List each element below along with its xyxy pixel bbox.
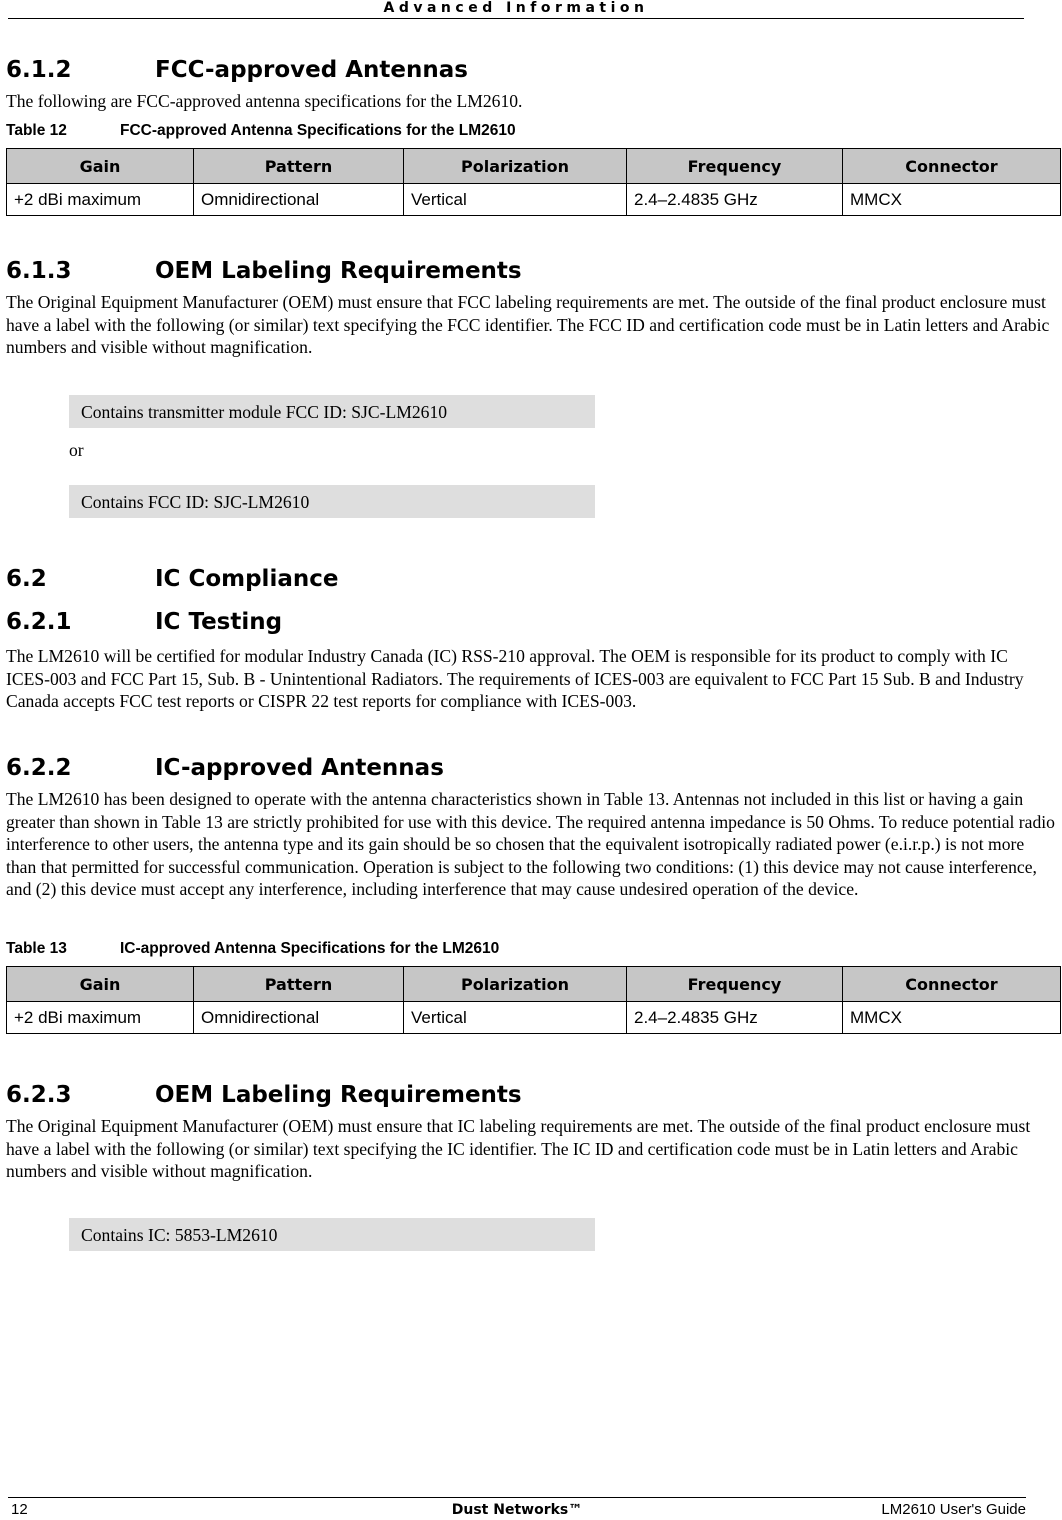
footer-guide-title: LM2610 User's Guide: [881, 1501, 1026, 1518]
section-body: The Original Equipment Manufacturer (OEM) must ensure that IC labeling requirements are met. The outside of the final product enclosure must have a label with the following (or similar) text specifying the IC identifier. The IC ID and certification code must be in Latin letters and Arabic numbers and visible without magnification.: [6, 1116, 1031, 1181]
section-number: 6.2.2: [6, 755, 72, 781]
section-body: The LM2610 has been designed to operate with the antenna characteristics shown in Table 13. Antennas not included in this list or having a gain greater than shown in Table 13 are strictly prohibited for use with this device. The required antenna impedance is 50 Ohms. To reduce potential radio interference to other users, the antenna type and its gain should be so chosen that the equivalent isotropically radiated power (e.i.r.p.) is not more than that permitted for successful communication. Operation is subject to the following two conditions: (1) this device may not cause interference, and (2) this device must accept any interference, including interference that may cause undesired operation of the device.: [6, 789, 1055, 899]
table-title: FCC-approved Antenna Specifications for the LM2610: [120, 122, 516, 139]
cell-connector: MMCX: [843, 184, 1061, 216]
page-number: 12: [11, 1501, 28, 1518]
cell-polarization: Vertical: [404, 1002, 627, 1034]
column-header: Pattern: [194, 967, 404, 1002]
table-row: [7, 1002, 1061, 1034]
table-header-row: [7, 149, 1061, 184]
table-label: Table 13: [6, 940, 67, 957]
column-header: Gain: [7, 149, 194, 184]
column-header: Gain: [7, 967, 194, 1002]
column-header: Polarization: [404, 967, 627, 1002]
fcc-label-example: Contains transmitter module FCC ID: SJC-LM2610: [69, 395, 595, 428]
section-title: OEM Labeling Requirements: [155, 258, 522, 284]
column-header: Frequency: [627, 967, 843, 1002]
section-number: 6.2: [6, 566, 47, 592]
section-number: 6.2.1: [6, 609, 72, 635]
ic-label-example: Contains IC: 5853-LM2610: [69, 1218, 595, 1251]
section-intro: The following are FCC-approved antenna specifications for the LM2610.: [6, 91, 523, 111]
section-heading-6-2-1: [6, 608, 282, 636]
fcc-label-example-short: Contains FCC ID: SJC-LM2610: [69, 485, 595, 518]
cell-connector: MMCX: [843, 1002, 1061, 1034]
section-title: OEM Labeling Requirements: [155, 1082, 522, 1108]
section-heading-6-2-2: [6, 754, 444, 782]
ic-antenna-table: [6, 966, 1061, 1034]
section-title: IC-approved Antennas: [155, 755, 444, 781]
cell-polarization: Vertical: [404, 184, 627, 216]
column-header: Connector: [843, 967, 1061, 1002]
fcc-antenna-table: [6, 148, 1061, 216]
cell-frequency: 2.4–2.4835 GHz: [627, 1002, 843, 1034]
table-caption: [6, 939, 499, 959]
section-number: 6.1.3: [6, 258, 72, 284]
section-heading-6-2: [6, 565, 338, 593]
cell-pattern: Omnidirectional: [194, 184, 404, 216]
column-header: Pattern: [194, 149, 404, 184]
running-header: Advanced Information: [8, 0, 1024, 19]
section-title: IC Compliance: [155, 566, 339, 592]
page-footer: [8, 1497, 1026, 1518]
section-heading-6-1-2: [6, 56, 468, 84]
table-label: Table 12: [6, 122, 67, 139]
table-caption: [6, 121, 516, 141]
section-title: FCC-approved Antennas: [155, 57, 468, 83]
footer-brand: Dust Networks™: [451, 1502, 583, 1518]
cell-gain: +2 dBi maximum: [7, 1002, 194, 1034]
table-header-row: [7, 967, 1061, 1002]
section-heading-6-2-3: [6, 1081, 522, 1109]
column-header: Frequency: [627, 149, 843, 184]
column-header: Connector: [843, 149, 1061, 184]
table-title: IC-approved Antenna Specifications for the LM2610: [120, 940, 500, 957]
cell-gain: +2 dBi maximum: [7, 184, 194, 216]
cell-pattern: Omnidirectional: [194, 1002, 404, 1034]
section-number: 6.1.2: [6, 57, 72, 83]
section-body: The Original Equipment Manufacturer (OEM) must ensure that FCC labeling requirements are met. The outside of the final product enclosure must have a label with the following (or similar) text specifying the FCC identifier. The FCC ID and certification code must be in Latin letters and Arabic numbers and visible without magnification.: [6, 292, 1050, 357]
cell-frequency: 2.4–2.4835 GHz: [627, 184, 843, 216]
section-heading-6-1-3: [6, 257, 522, 285]
section-number: 6.2.3: [6, 1082, 72, 1108]
section-title: IC Testing: [155, 609, 283, 635]
section-body: The LM2610 will be certified for modular Industry Canada (IC) RSS-210 approval. The OEM is responsible for its product to comply with IC ICES-003 and FCC Part 15, Sub. B - Unintentional Radiators. The requirements of ICES-003 are equivalent to FCC Part 15 Sub. B and Industry Canada accepts FCC test reports or CISPR 22 test reports for compliance with ICES-003.: [6, 646, 1024, 711]
or-text: or: [69, 440, 84, 460]
column-header: Polarization: [404, 149, 627, 184]
table-row: [7, 184, 1061, 216]
